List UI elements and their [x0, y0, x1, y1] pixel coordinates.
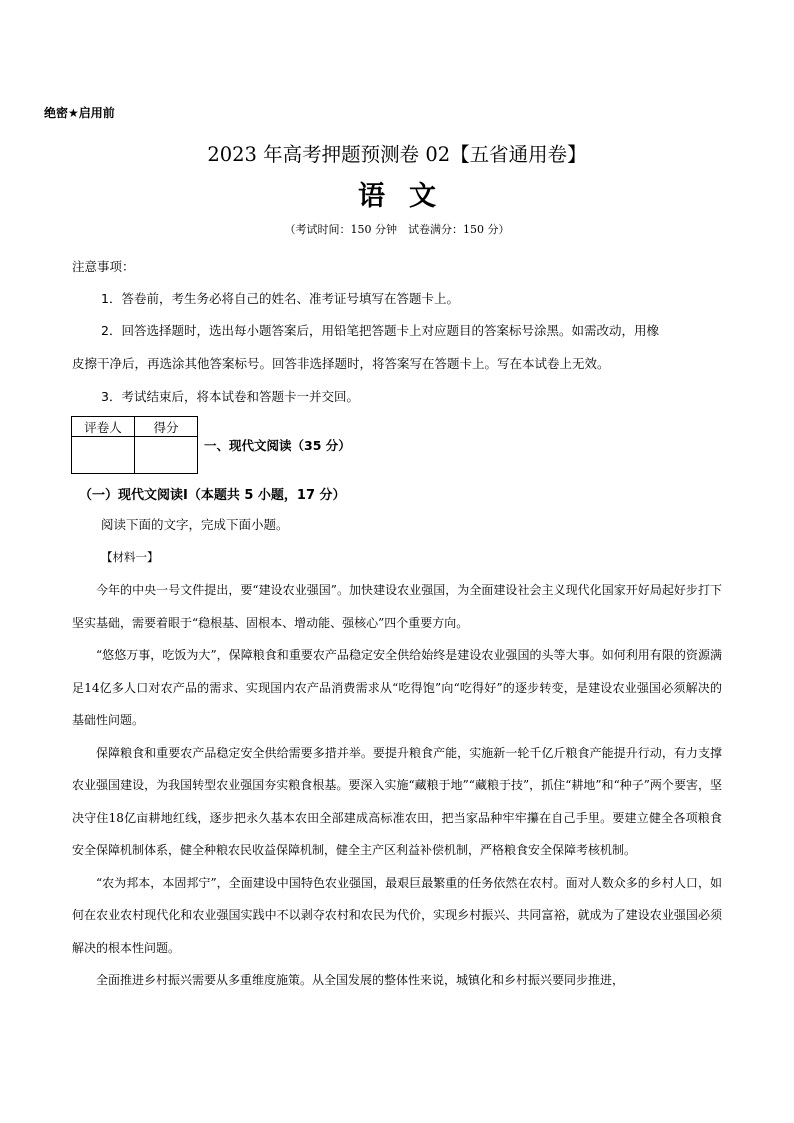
part-title: （一）现代文阅读Ⅰ（本题共 5 小题，17 分） [79, 488, 346, 503]
grader-header: 评卷人 [72, 417, 135, 437]
section-title: 一、现代文阅读（35 分） [204, 438, 351, 453]
notice-item-1: 1．答卷前，考生务必将自己的姓名、准考证号填写在答题卡上。 [101, 291, 459, 306]
grader-cell [72, 437, 135, 474]
reading-passage [72, 574, 722, 997]
notice-item-2-line-2: 皮擦干净后，再选涂其他答案标号。回答非选择题时，将答案写在答题卡上。写在本试卷上无效。 [72, 356, 610, 371]
passage-paragraph: 保障粮食和重要农产品稳定安全供给需要多措并举。要提升粮食产能，实施新一轮千亿斤粮食产能提升行动，有力支撑农业强国建设，为我国转型农业强国夯实粮食根基。要深入实施“藏粮于地”“藏粮于技”，抓住“耕地”和“种子”两个要害，坚决守住18亿亩耕地红线，逐步把永久基本农田全部建成高标准农田，把当家品种牢牢攥在自己手里。要建立健全各项粮食安全保障机制体系，健全种粮农民收益保障机制，健全主产区利益补偿机制，严格粮食安全保障考核机制。 [72, 745, 722, 857]
exam-info: （考试时间：150 分钟 试卷满分：150 分） [284, 223, 510, 236]
notice-heading: 注意事项： [72, 259, 135, 274]
passage-paragraph: 全面推进乡村振兴需要从多重维度施策。从全国发展的整体性来说，城镇化和乡村振兴要同步推进， [96, 973, 625, 987]
score-table [71, 416, 198, 474]
confidential-label: 绝密★启用前 [44, 106, 115, 120]
material-label: 【材料一】 [101, 550, 159, 564]
reading-instruction: 阅读下面的文字，完成下面小题。 [101, 517, 289, 532]
notice-item-3: 3．考试结束后，将本试卷和答题卡一并交回。 [101, 389, 359, 404]
score-header: 得分 [135, 417, 198, 437]
passage-paragraph: 今年的中央一号文件提出，要“建设农业强国”。加快建设农业强国，为全面建设社会主义现代化国家开好局起好步打下坚实基础，需要着眼于“稳根基、固根本、增动能、强核心”四个重要方向。 [72, 583, 722, 630]
subject-title: 语文 [358, 181, 460, 212]
passage-paragraph: “悠悠万事，吃饭为大”，保障粮食和重要农产品稳定安全供给始终是建设农业强国的头等大事。如何利用有限的资源满足14亿多人口对农产品的需求、实现国内农产品消费需求从“吃得饱”向“吃得好”的逐步转变，是建设农业强国必须解决的基础性问题。 [72, 648, 722, 727]
notice-item-2-line-1: 2．回答选择题时，选出每小题答案后，用铅笔把答题卡上对应题目的答案标号涂黑。如需改动，用橡 [101, 323, 659, 338]
passage-paragraph: “农为邦本，本固邦宁”，全面建设中国特色农业强国，最艰巨最繁重的任务依然在农村。面对人数众多的乡村人口，如何在农业农村现代化和农业强国实践中不以剥夺农村和农民为代价，实现乡村振兴、共同富裕，就成为了建设农业强国必须解决的根本性问题。 [72, 875, 722, 955]
score-cell [135, 437, 198, 474]
exam-title: 2023 年高考押题预测卷 02【五省通用卷】 [207, 143, 587, 166]
